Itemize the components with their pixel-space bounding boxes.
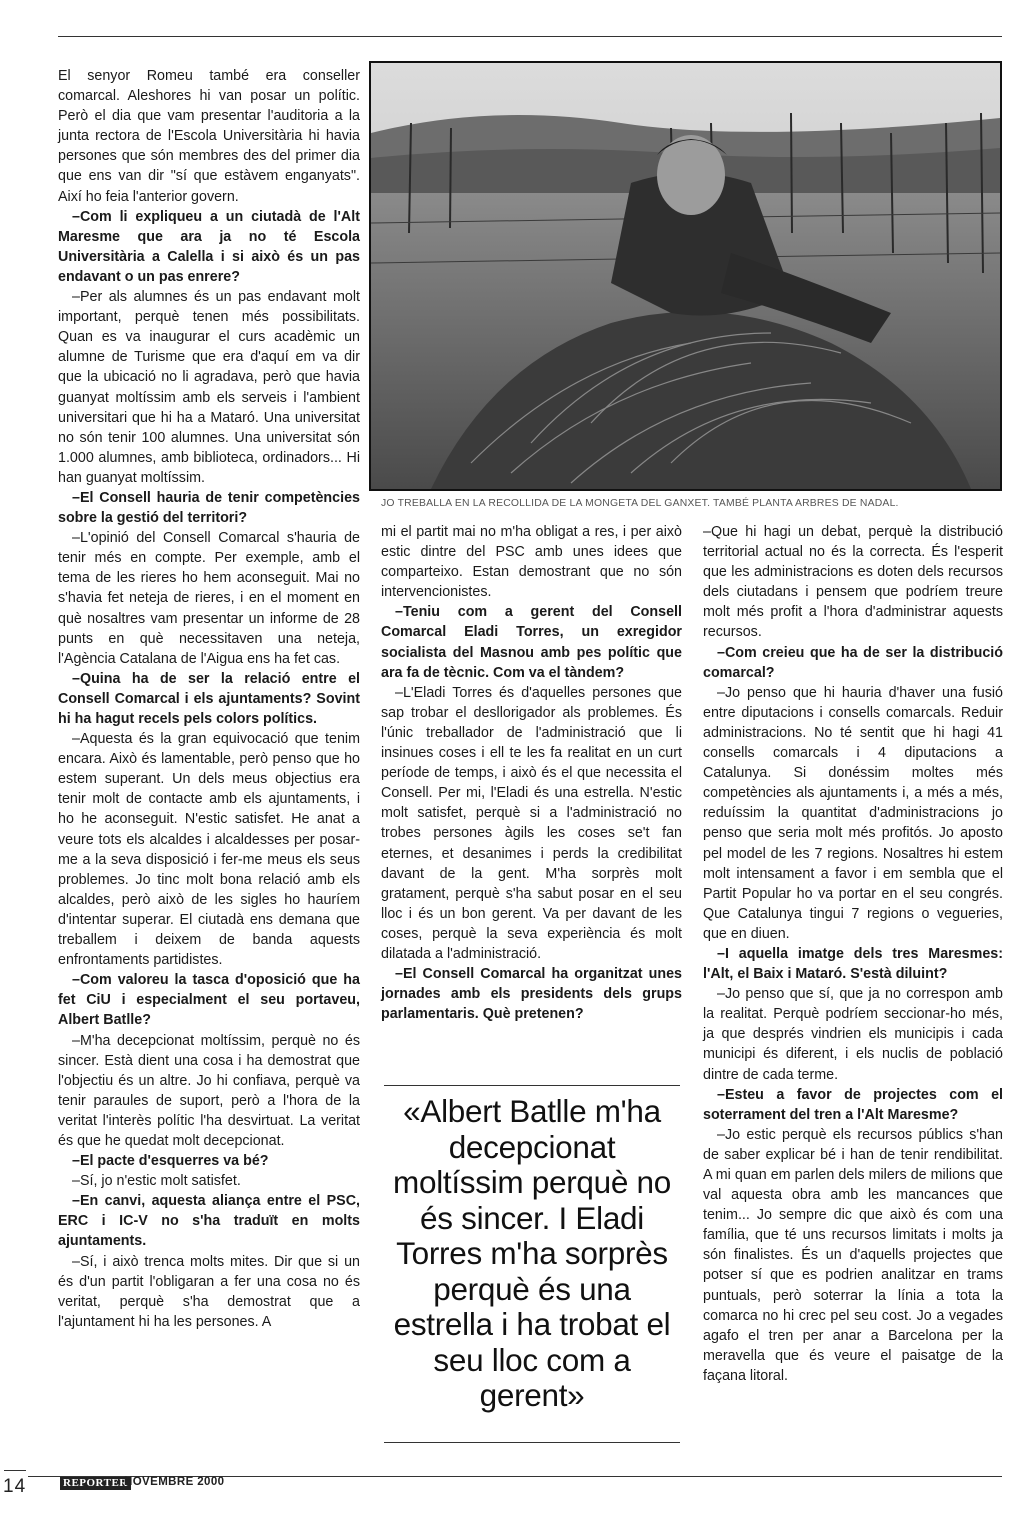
interview-question: –Quina ha de ser la relació entre el Consell Comarcal i els ajuntaments? Sovint hi ha hagut recels pels colors polítics. (58, 670, 360, 727)
photo-caption: JO TREBALLA EN LA RECOLLIDA DE LA MONGETA DEL GANXET. TAMBÉ PLANTA ARBRES DE NADAL. (381, 498, 899, 509)
footer-rule-left (4, 1470, 26, 1471)
pullquote-rule-bottom (384, 1442, 680, 1443)
interview-answer: –Sí, i això trenca molts mites. Dir que si un és d'un partit l'obligaran a fer una cosa no és veritat, perquè s'ha demostrat que a l'ajuntament hi ha les persones. A (58, 1253, 360, 1330)
page-number: 14 (3, 1476, 27, 1497)
interview-question: –El Consell Comarcal ha organitzat unes jornades amb els presidents dels grups parlamentaris. Què pretenen? (381, 966, 682, 1023)
interview-answer: –Jo estic perquè els recursos públics s'han de saber explicar bé i han de tenir rendibilitat. A mi quan em parlen dels milers de milions que val aquesta obra amb les mancances que tenim... Jo sempre dic que això és com una família, que té uns recursos limitats i molts ja són finalistes. És un d'aquells projectes que potser sí que es podrien analitzar en trams puntuals, però soterrar la línia a tota la comarca no hi crec pel seu cost. Jo a vegades agafo el tren per anar a Barcelona per la meravella que és veure el paisatge de la façana litoral. (703, 1126, 1003, 1384)
article-column-3 (703, 522, 1003, 1386)
interview-answer: –M'ha decepcionat moltíssim, perquè no és sincer. Està dient una cosa i ha demostrat que l'objectiu és un altre. Jo hi confiava, perquè va tenir paraules de suport, però a l'hora de la veritat l'interès polític l'ha desvirtuat. La veritat és que he quedat molt decepcionat. (58, 1032, 360, 1149)
interview-answer: –L'opinió del Consell Comarcal s'hauria de tenir més en compte. Per exemple, amb el tema de les rieres ho hem aconseguit. Mai no s'havia fet neteja de rieres, i en el moment en què nosaltres vam presentar un informe de 28 punts en què necessitaven una neteja, l'Agència Catalana de l'Aigua ens ha fet cas. (58, 530, 360, 667)
farmer-photo (369, 61, 1002, 491)
interview-answer: –Sí, jo n'estic molt satisfet. (72, 1173, 241, 1190)
interview-answer: –Aquesta és la gran equivocació que tenim encara. Això és lamentable, però penso que ho estem superant. Un dels meus objectius era tenir molt de contacte amb els ajuntaments, i ho he aconseguit. N'estic satisfet. He anat a veure tots els alcaldes i alcaldesses per posar-me a la seva disposició i fer-me meus els seus problemes. Jo tinc molt bona relació amb els alcaldes, però això de les sigles ho hauríem d'intentar superar. El ciutadà ens demana que treballem i deixem de banda aquests enfrontaments partidistes. (58, 731, 360, 969)
interview-question: –El pacte d'esquerres va bé? (72, 1153, 269, 1170)
article-column-1 (58, 66, 360, 1332)
interview-answer: –Jo penso que sí, que ja no correspon amb la realitat. Perquè podríem seccionar-ho més, ja que després vindrien els municipis i cada municipi és diferent, i els nuclis de població dintre de cada terme. (703, 986, 1003, 1083)
interview-answer: –Jo penso que hi hauria d'haver una fusió entre diputacions i consells comarcals. Reduir administracions. No té sentit que hi hagi 41 consells comarcals i 4 diputacions a Catalunya. Si donéssim moltes més competències als ajuntaments i, a més a més, reduíssim la quantitat d'administracions jo penso que seria molt més profitós. Jo aposto pel model de les 7 regions. Nosaltres hi estem molt intensament a favor i em sembla que el Partit Popular ho va portar en el seu congrés. Que Catalunya tingui 7 regions o vegueries, que en diuen. (703, 684, 1003, 942)
interview-question: –Com creieu que ha de ser la distribució comarcal? (703, 644, 1003, 681)
interview-answer: El senyor Romeu també era conseller comarcal. Aleshores hi van posar un polític. Però el dia que vam presentar l'auditoria a la junta rectora de l'Escola Universitària hi havia persones que són membres des del primer dia que ens van dir "sí que estàvem enganyats". Així ho feia l'anterior govern. (58, 68, 360, 205)
top-rule (58, 36, 1002, 37)
pullquote: «Albert Batlle m'ha decepcionat moltíssim perquè no és sincer. I Eladi Torres m'ha sorprès perquè és una estrella i ha trobat el seu lloc com a gerent» (393, 1093, 671, 1413)
interview-answer: –Que hi hagi un debat, perquè la distribució territorial actual no és la correcta. És l'esperit que les administracions es doten dels recursos dels ciutadans i pensem que podríem treure molt més profit a l'hora d'administrar aquests recursos. (703, 524, 1003, 641)
interview-question: –Com li expliqueu a un ciutadà de l'Alt Maresme que ara ja no té Escola Universitària a Calella i si això és un pas endavant o un pas enrere? (58, 208, 360, 285)
issue-date: NOVEMBRE 2000 (124, 1476, 225, 1488)
article-column-2 (381, 522, 682, 1024)
interview-question: –Com valoreu la tasca d'oposició que ha fet CiU i especialment el seu portaveu, Albert Batlle? (58, 972, 360, 1029)
interview-answer: –L'Eladi Torres és d'aquelles persones que sap trobar el desllorigador als problemes. És l'únic treballador de l'administració que li insinues coses i ell te les fa realitat en un curt període de temps, i això és el que necessita el Consell. Per mi, l'Eladi és una estrella. N'estic molt satisfet, perquè si a l'administració no trobes persones àgils les coses se't fan eternes, et desanimes i perds la credibilitat davant de la gent. M'ha sorprès molt gratament, perquè s'ha sabut posar en el seu lloc i és un bon gerent. Va per davant de les coses, perquè la seva experiència és molt dilatada a l'administració. (381, 684, 682, 962)
interview-question: –I aquella imatge dels tres Maresmes: l'Alt, el Baix i Mataró. S'està diluint? (703, 945, 1003, 983)
masthead-logo: REPORTER (60, 1477, 131, 1490)
interview-question: –En canvi, aquesta aliança entre el PSC, ERC i IC-V no s'ha traduït en molts ajuntaments. (58, 1193, 360, 1250)
interview-answer: mi el partit mai no m'ha obligat a res, i per això estic dintre del PSC amb unes idees que comparteixo. Estan demostrant que no són intervencionistes. (381, 524, 682, 601)
interview-question: –Teniu com a gerent del Consell Comarcal Eladi Torres, un exregidor socialista del Masnou amb pes polític que ara fa de tècnic. Com va el tàndem? (381, 604, 682, 681)
pullquote-rule-top (384, 1085, 680, 1086)
interview-question: –El Consell hauria de tenir competències sobre la gestió del territori? (58, 489, 360, 527)
interview-question: –Esteu a favor de projectes com el soterrament del tren a l'Alt Maresme? (703, 1086, 1003, 1123)
interview-answer: –Per als alumnes és un pas endavant molt important, perquè tenen més possibilitats. Quan es va inaugurar el curs acadèmic un alumne de Turisme que era d'aquí em va dir que la ubicació no li agradava, però que havia guanyat moltíssim amb els serveis i l'ambient universitari que hi ha a Mataró. Una universitat no són tenir 100 alumnes. Una universitat són 1.000 alumnes, amb biblioteca, ordinadors... Hi han guanyat moltíssim. (58, 289, 360, 486)
